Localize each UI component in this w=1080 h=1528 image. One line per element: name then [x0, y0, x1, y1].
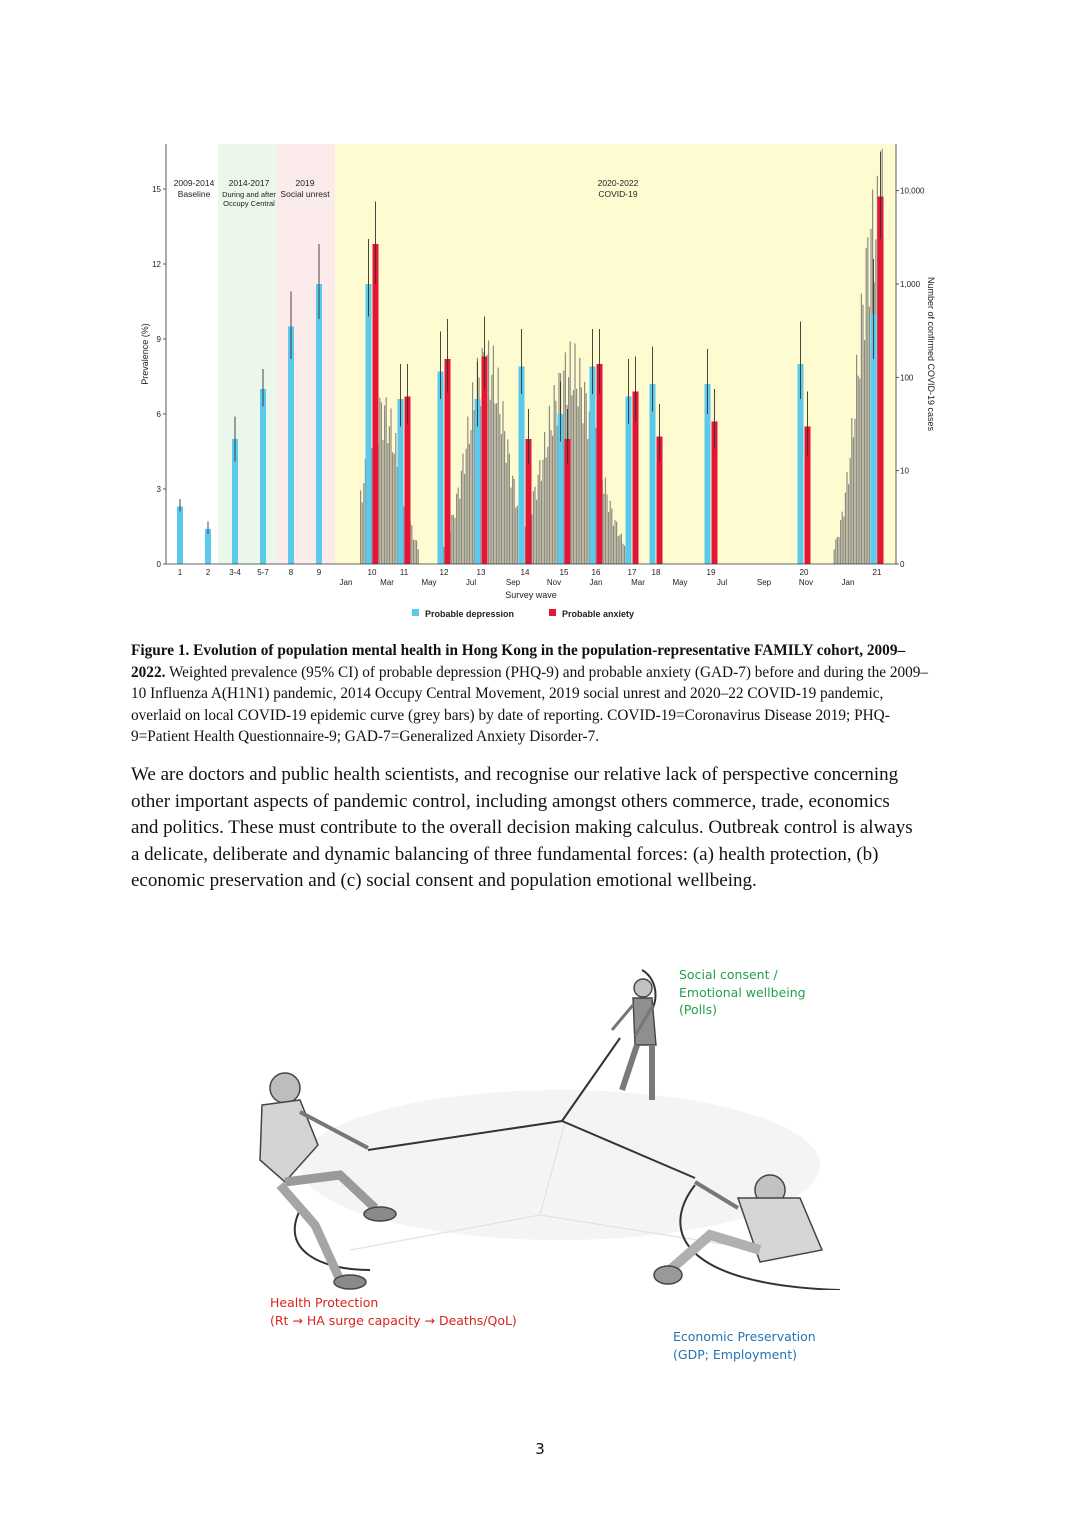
covid-case-bar: [384, 405, 385, 564]
wave-label-12: 12: [439, 568, 449, 577]
covid-case-bar: [533, 491, 534, 564]
wave-label-11: 11: [399, 568, 409, 577]
depression-bar-10: [366, 284, 372, 564]
covid-case-bar: [576, 389, 577, 564]
covid-case-bar: [506, 463, 507, 564]
covid-case-bar: [850, 458, 851, 564]
covid-case-bar: [382, 440, 383, 564]
covid-case-bar: [603, 494, 604, 564]
covid-case-bar: [581, 387, 582, 564]
covid-case-bar: [867, 237, 868, 564]
month-label-10: Sep: [756, 578, 772, 587]
health-protection-label: [270, 1294, 517, 1329]
covid-case-bar: [835, 539, 836, 564]
covid-case-bar: [493, 346, 494, 564]
period-years-2: 2019: [295, 178, 315, 188]
covid-case-bar: [571, 395, 572, 564]
covid-case-bar: [514, 479, 515, 564]
depression-bar-9: [316, 284, 322, 564]
covid-case-bar: [613, 526, 614, 564]
figure-1-chart: [120, 140, 950, 630]
body-paragraph: We are doctors and public health scientists, and recognise our relative lack of perspective concerning other important aspects of pandemic control, including amongst others commerce, trade, economics and politics. These must contribute to the overall decision making calculus. Outbreak control is always a delicate, deliberate and dynamic balancing of three fundamental forces: (a) health protection, (b) economic preservation and (c) social consent and population emotional wellbeing.: [131, 764, 913, 891]
covid-case-bar: [386, 397, 387, 564]
covid-case-bar: [461, 471, 462, 564]
period-name-3: COVID-19: [598, 189, 638, 199]
economic-preservation-line2: (GDP; Employment): [673, 1346, 798, 1362]
covid-case-bar: [470, 430, 471, 564]
covid-case-bar: [848, 484, 849, 564]
covid-case-bar: [360, 490, 361, 564]
month-label-4: Sep: [505, 578, 521, 587]
covid-case-bar: [469, 444, 470, 564]
covid-case-bar: [494, 404, 495, 564]
covid-case-bar: [387, 443, 388, 564]
covid-case-bar: [554, 385, 555, 564]
covid-case-bar: [414, 540, 415, 564]
covid-case-bar: [389, 426, 390, 564]
x-axis-title: Survey wave: [505, 590, 557, 600]
covid-case-bar: [499, 414, 500, 564]
health-protection-line2: (Rt → HA surge capacity → Deaths/QoL): [270, 1312, 517, 1328]
figure-caption: [131, 640, 931, 748]
covid-case-bar: [498, 368, 499, 564]
month-label-3: Jul: [465, 578, 477, 587]
covid-case-bar: [584, 382, 585, 564]
covid-case-bar: [379, 398, 380, 564]
covid-case-bar: [846, 472, 847, 564]
wave-label-3-4: 3-4: [229, 568, 241, 577]
period-name-2: Social unrest: [280, 189, 330, 199]
wave-label-13: 13: [476, 568, 486, 577]
legend-swatch-1: [549, 609, 556, 616]
covid-case-bar: [608, 512, 609, 564]
period-name-1-b: Occupy Central: [223, 199, 275, 208]
covid-case-bar: [542, 460, 543, 564]
covid-case-bar: [840, 520, 841, 564]
wave-label-2: 2: [205, 568, 211, 577]
covid-case-bar: [411, 525, 412, 564]
covid-case-bar: [451, 515, 452, 564]
figure-caption-label: Figure 1. Evolution of population mental health in Hong Kong in the population-representative FAMILY cohort, 2009–2022.: [131, 642, 906, 681]
covid-case-bar: [582, 423, 583, 564]
covid-case-bar: [544, 432, 545, 564]
wave-label-14: 14: [520, 568, 530, 577]
covid-case-bar: [587, 439, 588, 564]
period-name-0: Baseline: [177, 189, 211, 199]
wave-label-17: 17: [627, 568, 637, 577]
covid-case-bar: [862, 305, 863, 564]
health-protection-line1: Health Protection: [270, 1295, 379, 1310]
period-band-0: [166, 144, 218, 564]
covid-case-bar: [573, 390, 574, 564]
y-left-tick-15: 15: [152, 185, 161, 194]
wave-label-1: 1: [177, 568, 183, 577]
covid-case-bar: [624, 546, 625, 564]
covid-case-bar: [517, 506, 518, 564]
y-left-tick-9: 9: [156, 335, 161, 344]
covid-case-bar: [512, 476, 513, 564]
covid-case-bar: [395, 433, 396, 564]
period-band-2: [277, 144, 335, 564]
covid-case-bar: [501, 434, 502, 564]
depression-bar-14: [519, 367, 525, 565]
month-label-11: Nov: [798, 578, 814, 587]
wave-label-8: 8: [288, 568, 294, 577]
covid-case-bar: [605, 478, 606, 564]
covid-case-bar: [619, 535, 620, 564]
covid-case-bar: [861, 294, 862, 564]
covid-case-bar: [488, 340, 489, 564]
covid-case-bar: [507, 439, 508, 564]
covid-case-bar: [614, 520, 615, 564]
covid-case-bar: [491, 375, 492, 564]
y-right-tick-0: 0: [900, 560, 905, 569]
wave-label-15: 15: [559, 568, 569, 577]
covid-case-bar: [538, 475, 539, 564]
covid-case-bar: [859, 379, 860, 564]
anxiety-bar-21: [878, 197, 884, 565]
y-left-tick-3: 3: [156, 485, 161, 494]
wave-label-20: 20: [799, 568, 809, 577]
wave-label-19: 19: [706, 568, 716, 577]
covid-case-bar: [838, 537, 839, 564]
covid-case-bar: [510, 488, 511, 564]
covid-case-bar: [552, 436, 553, 564]
covid-case-bar: [362, 503, 363, 564]
covid-case-bar: [392, 452, 393, 564]
social-consent-line3: (Polls): [679, 1002, 717, 1017]
wave-label-10: 10: [367, 568, 377, 577]
depression-bar-5-7: [260, 389, 266, 564]
y-left-tick-12: 12: [152, 260, 161, 269]
month-label-0: Jan: [339, 578, 353, 587]
covid-case-bar: [837, 537, 838, 564]
y-axis-left-title: Prevalence (%): [140, 323, 150, 385]
covid-case-bar: [416, 540, 417, 564]
covid-case-bar: [472, 382, 473, 564]
depression-bar-2: [205, 529, 211, 564]
covid-case-bar: [490, 400, 491, 564]
covid-case-bar: [842, 512, 843, 564]
covid-case-bar: [843, 516, 844, 564]
covid-case-bar: [381, 402, 382, 564]
covid-case-bar: [464, 474, 465, 564]
period-years-3: 2020-2022: [597, 178, 639, 188]
covid-case-bar: [504, 431, 505, 564]
covid-case-bar: [858, 376, 859, 564]
month-label-9: Jul: [716, 578, 728, 587]
covid-case-bar: [851, 418, 852, 564]
covid-case-bar: [606, 494, 607, 564]
anxiety-bar-10: [373, 244, 379, 564]
legend-label-1: Probable anxiety: [562, 609, 635, 619]
month-label-2: May: [421, 578, 437, 587]
period-years-0: 2009-2014: [173, 178, 215, 188]
covid-case-bar: [454, 518, 455, 564]
depression-bar-8: [288, 327, 294, 565]
social-consent-label: [679, 966, 806, 1019]
covid-case-bar: [363, 483, 364, 564]
figure-caption-text: Weighted prevalence (95% CI) of probable depression (PHQ-9) and probable anxiety (GAD-7) before and during the 2009–10 Influenza A(H1N1) pandemic, 2014 Occupy Central Movement, 2019 social unrest and 2020–22 COVID-19 pandemic, overlaid on local COVID-19 epidemic curve (grey bars) by date of reporting. COVID-19=Coronavirus Disease 2019; PHQ-9=Patient Health Questionnaire-9; GAD-7=Generalized Anxiety Disorder-7.: [131, 663, 929, 745]
wave-label-5-7: 5-7: [257, 568, 269, 577]
covid-case-bar: [459, 499, 460, 564]
y-right-tick-4: 10,000: [900, 186, 925, 196]
covid-case-bar: [394, 454, 395, 564]
social-consent-line2: Emotional wellbeing: [679, 984, 806, 1000]
economic-preservation-label: [673, 1328, 816, 1363]
covid-case-bar: [534, 487, 535, 564]
wave-label-16: 16: [591, 568, 601, 577]
y-right-tick-1: 10: [900, 466, 909, 476]
covid-case-bar: [866, 248, 867, 564]
covid-case-bar: [462, 454, 463, 564]
y-right-tick-3: 1,000: [900, 280, 921, 289]
covid-case-bar: [458, 488, 459, 564]
covid-case-bar: [622, 544, 623, 564]
covid-case-bar: [621, 534, 622, 564]
month-label-1: Mar: [380, 578, 394, 587]
y-left-tick-0: 0: [156, 560, 161, 569]
month-label-5: Nov: [546, 578, 562, 587]
covid-case-bar: [509, 454, 510, 564]
wave-label-18: 18: [651, 568, 661, 577]
legend-label-0: Probable depression: [425, 609, 515, 619]
covid-case-bar: [854, 419, 855, 564]
y-axis-right-title: Number of confirmed COVID-19 cases: [926, 276, 936, 432]
covid-case-bar: [539, 460, 540, 564]
covid-case-bar: [574, 343, 575, 564]
covid-case-bar: [467, 417, 468, 564]
covid-case-bar: [611, 508, 612, 564]
covid-case-bar: [853, 437, 854, 564]
y-left-tick-6: 6: [156, 410, 161, 419]
covid-case-bar: [456, 494, 457, 564]
depression-bar-12: [438, 372, 444, 565]
legend-swatch-0: [412, 609, 419, 616]
covid-case-bar: [616, 522, 617, 564]
covid-case-bar: [547, 447, 548, 564]
social-consent-line1: Social consent /: [679, 967, 778, 982]
covid-case-bar: [546, 457, 547, 564]
covid-case-bar: [845, 493, 846, 564]
covid-case-bar: [586, 393, 587, 564]
wave-label-21: 21: [872, 568, 882, 577]
wave-label-9: 9: [316, 568, 322, 577]
covid-case-bar: [549, 406, 550, 564]
covid-case-bar: [390, 408, 391, 564]
covid-case-bar: [536, 500, 537, 564]
depression-bar-16: [590, 367, 596, 565]
covid-case-bar: [578, 407, 579, 564]
month-label-8: May: [672, 578, 688, 587]
covid-case-bar: [541, 481, 542, 564]
covid-case-bar: [418, 549, 419, 564]
period-band-3: [335, 144, 896, 564]
depression-bar-1: [177, 507, 183, 565]
covid-case-bar: [834, 549, 835, 564]
covid-case-bar: [555, 401, 556, 564]
covid-case-bar: [610, 501, 611, 564]
covid-case-bar: [453, 515, 454, 564]
covid-case-bar: [496, 403, 497, 564]
covid-case-bar: [466, 449, 467, 564]
period-name-1-a: During and after: [222, 190, 276, 199]
month-label-6: Jan: [589, 578, 603, 587]
covid-case-bar: [550, 430, 551, 564]
covid-case-bar: [856, 355, 857, 564]
covid-case-bar: [413, 540, 414, 564]
economic-preservation-line1: Economic Preservation: [673, 1329, 816, 1344]
covid-case-bar: [864, 340, 865, 564]
covid-case-bar: [515, 508, 516, 564]
page-number: 3: [535, 1440, 545, 1458]
period-years-1: 2014-2017: [228, 178, 270, 188]
y-right-tick-2: 100: [900, 373, 914, 383]
month-label-7: Mar: [631, 578, 645, 587]
covid-case-bar: [579, 358, 580, 564]
covid-case-bar: [618, 536, 619, 564]
month-label-12: Jan: [841, 578, 855, 587]
covid-case-bar: [869, 307, 870, 564]
covid-case-bar: [502, 401, 503, 564]
